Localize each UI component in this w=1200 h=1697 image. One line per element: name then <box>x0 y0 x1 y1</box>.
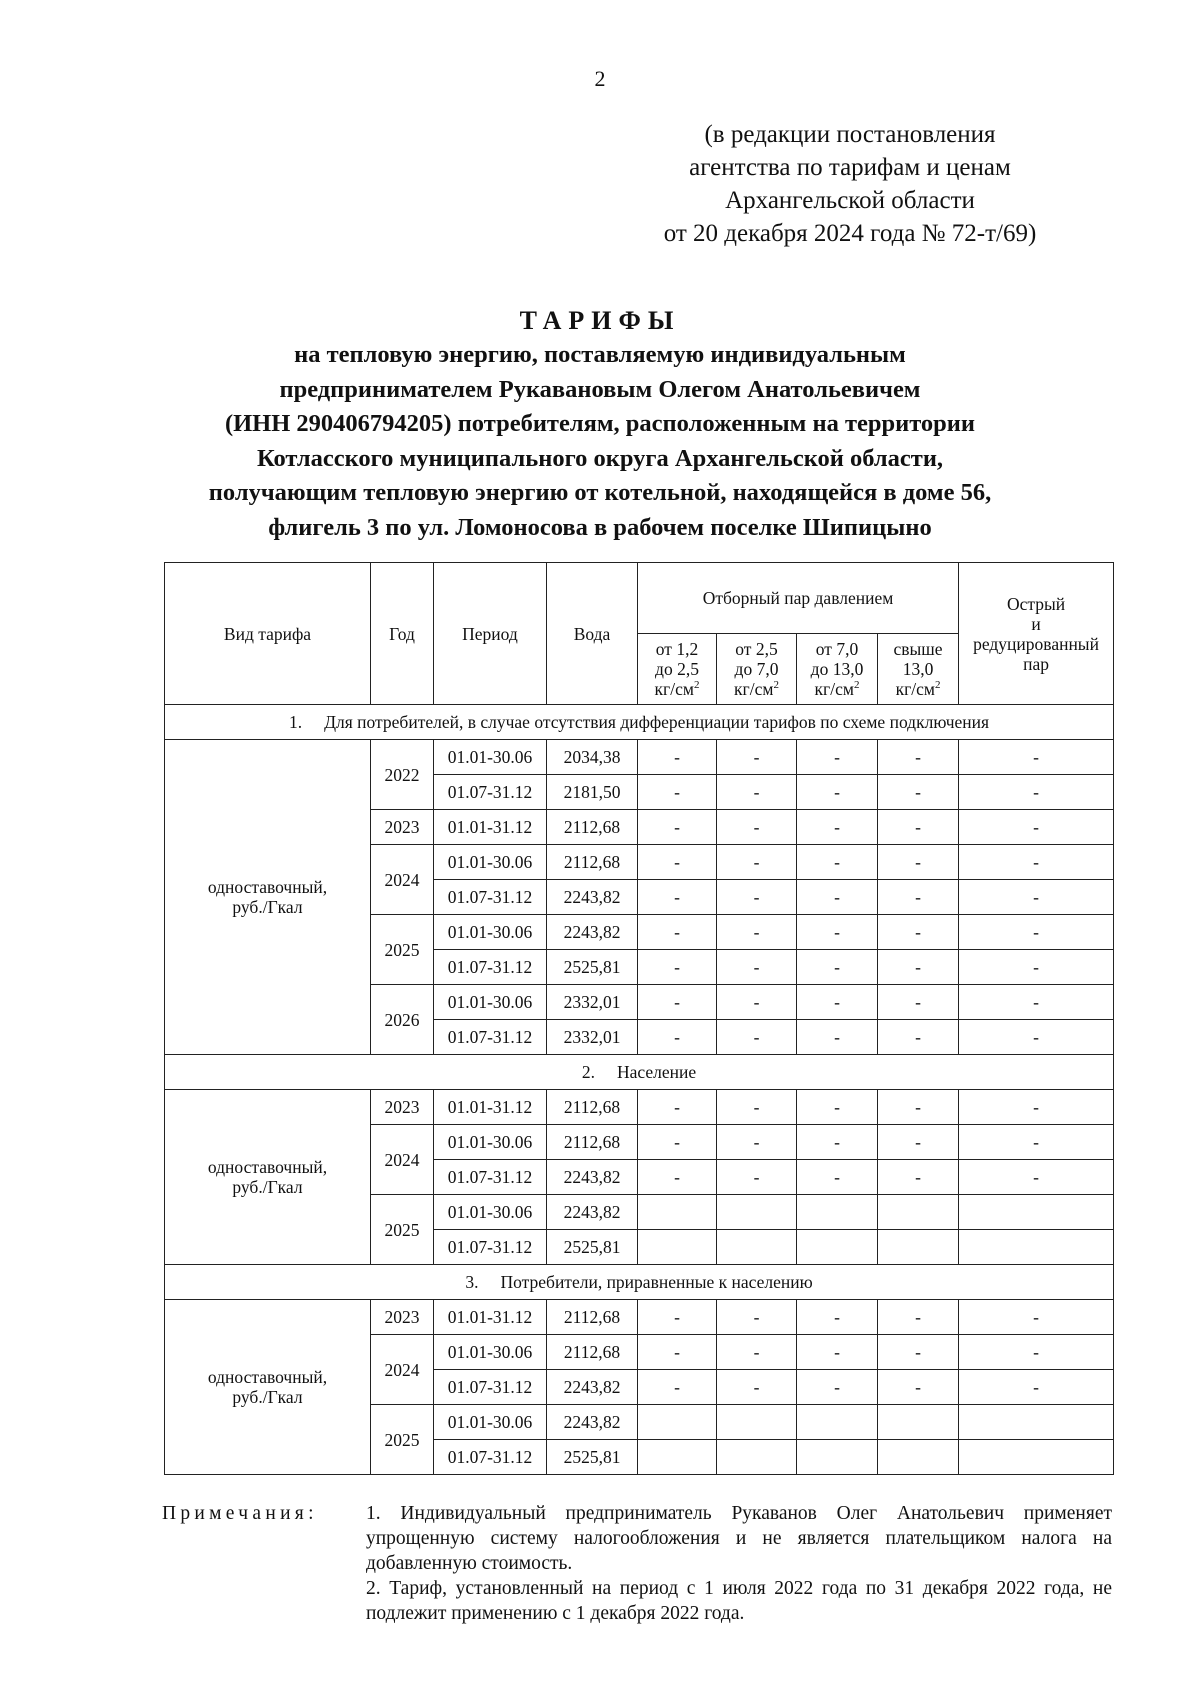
steam-value-cell: - <box>638 740 717 775</box>
section-header-row <box>165 705 1114 740</box>
steam-value-cell <box>638 1405 717 1440</box>
header-steam-col-sup: 2 <box>934 679 941 692</box>
tariffs-table-body <box>165 705 1114 1475</box>
water-cell: 2243,82 <box>547 1370 638 1405</box>
header-steam-col-unit: кг/см <box>734 679 774 699</box>
header-steam-col-line: до 13,0 <box>810 659 864 679</box>
steam-value-cell: - <box>797 1370 878 1405</box>
year-cell: 2024 <box>371 1335 434 1405</box>
steam-value-cell: - <box>959 880 1114 915</box>
steam-value-cell: - <box>959 740 1114 775</box>
water-cell: 2112,68 <box>547 1335 638 1370</box>
tariff-type-line: руб./Гкал <box>232 897 303 917</box>
title-line: получающим тепловую энергию от котельной, находящейся в доме 56, <box>208 479 992 506</box>
table-row <box>165 1090 1114 1125</box>
steam-value-cell: - <box>797 985 878 1020</box>
steam-value-cell: - <box>878 915 959 950</box>
steam-value-cell: - <box>638 1090 717 1125</box>
steam-value-cell <box>959 1195 1114 1230</box>
note-item: 2. Тариф, установленный на период с 1 июля 2022 года по 31 декабря 2022 года, не подлежит применению с 1 декабря 2022 года. <box>366 1578 1112 1624</box>
period-cell: 01.07-31.12 <box>434 1370 547 1405</box>
header-sharp-line: редуцированный <box>973 633 1099 654</box>
steam-value-cell: - <box>717 985 797 1020</box>
steam-value-cell: - <box>717 1090 797 1125</box>
steam-value-cell: - <box>717 740 797 775</box>
period-cell: 01.01-30.06 <box>434 985 547 1020</box>
steam-value-cell: - <box>878 1335 959 1370</box>
notes-body <box>366 1501 1112 1626</box>
steam-value-cell: - <box>797 1090 878 1125</box>
header-steam-col-unit: кг/см <box>654 679 694 699</box>
header-steam-col-sup: 2 <box>853 679 860 692</box>
title-line: предпринимателем Рукавановым Олегом Анатольевичем <box>279 375 921 403</box>
header-steam-col-unit: кг/см <box>814 679 854 699</box>
steam-value-cell: - <box>959 1300 1114 1335</box>
water-cell: 2332,01 <box>547 985 638 1020</box>
title-line: Котласского муниципального округа Архангельской области, <box>256 444 944 472</box>
steam-value-cell <box>959 1440 1114 1475</box>
tariff-type-line: одноставочный, <box>207 1367 328 1387</box>
steam-value-cell: - <box>959 1370 1114 1405</box>
steam-value-cell: - <box>638 810 717 845</box>
header-year: Год <box>371 563 434 705</box>
section-title: Население <box>617 1062 697 1082</box>
water-cell: 2243,82 <box>547 880 638 915</box>
steam-value-cell: - <box>797 1020 878 1055</box>
year-cell: 2023 <box>371 1090 434 1125</box>
tariff-type-cell <box>165 1300 371 1475</box>
header-sharp-line: пар <box>1023 653 1049 674</box>
section-header-row <box>165 1055 1114 1090</box>
header-steam-col-unit: кг/см <box>895 679 935 699</box>
water-cell: 2243,82 <box>547 1195 638 1230</box>
edition-note-line: агентства по тарифам и ценам <box>689 154 1011 181</box>
year-cell: 2025 <box>371 1405 434 1475</box>
water-cell: 2112,68 <box>547 1125 638 1160</box>
steam-value-cell <box>797 1195 878 1230</box>
steam-value-cell: - <box>878 810 959 845</box>
period-cell: 01.01-31.12 <box>434 1300 547 1335</box>
steam-value-cell: - <box>797 775 878 810</box>
section-header <box>165 1055 1114 1090</box>
period-cell: 01.07-31.12 <box>434 1160 547 1195</box>
steam-value-cell: - <box>959 1090 1114 1125</box>
steam-value-cell: - <box>717 950 797 985</box>
header-steam-col-line: до 2,5 <box>655 659 699 679</box>
edition-note-line: Архангельской области <box>725 187 975 214</box>
steam-value-cell <box>717 1440 797 1475</box>
water-cell: 2181,50 <box>547 775 638 810</box>
steam-value-cell: - <box>878 740 959 775</box>
steam-value-cell <box>878 1440 959 1475</box>
header-sharp-line: Острый <box>1006 593 1066 614</box>
title-main: ТАРИФЫ <box>519 306 681 335</box>
header-steam-col <box>878 634 959 705</box>
edition-note-line: от 20 декабря 2024 года № 72-т/69) <box>663 220 1037 247</box>
section-title: Потребители, приравненные к населению <box>500 1272 813 1292</box>
year-cell: 2025 <box>371 915 434 985</box>
header-steam-col <box>638 634 717 705</box>
steam-value-cell <box>638 1195 717 1230</box>
steam-value-cell: - <box>638 845 717 880</box>
steam-value-cell: - <box>959 1160 1114 1195</box>
steam-value-cell: - <box>797 1300 878 1335</box>
steam-value-cell: - <box>959 845 1114 880</box>
steam-value-cell: - <box>797 845 878 880</box>
tariffs-table <box>164 562 1114 1475</box>
header-steam-col-line: от 7,0 <box>815 639 859 659</box>
header-steam-col <box>717 634 797 705</box>
steam-value-cell <box>638 1230 717 1265</box>
water-cell: 2525,81 <box>547 1230 638 1265</box>
steam-value-cell: - <box>638 1300 717 1335</box>
title-line: на тепловую энергию, поставляемую индивидуальным <box>294 341 906 368</box>
steam-value-cell <box>878 1230 959 1265</box>
steam-value-cell: - <box>878 1125 959 1160</box>
steam-value-cell: - <box>797 950 878 985</box>
period-cell: 01.07-31.12 <box>434 950 547 985</box>
steam-value-cell: - <box>638 915 717 950</box>
steam-value-cell: - <box>717 810 797 845</box>
tariff-type-line: одноставочный, <box>207 877 328 897</box>
steam-value-cell: - <box>878 775 959 810</box>
steam-value-cell: - <box>638 1020 717 1055</box>
steam-value-cell: - <box>959 1020 1114 1055</box>
steam-value-cell: - <box>959 1335 1114 1370</box>
water-cell: 2332,01 <box>547 1020 638 1055</box>
steam-value-cell: - <box>638 1160 717 1195</box>
steam-value-cell: - <box>797 740 878 775</box>
steam-value-cell: - <box>959 775 1114 810</box>
steam-value-cell: - <box>878 985 959 1020</box>
steam-value-cell: - <box>959 985 1114 1020</box>
period-cell: 01.07-31.12 <box>434 775 547 810</box>
period-cell: 01.01-30.06 <box>434 915 547 950</box>
steam-value-cell: - <box>959 810 1114 845</box>
header-steam-col <box>797 634 878 705</box>
steam-value-cell: - <box>717 1300 797 1335</box>
steam-value-cell: - <box>717 1020 797 1055</box>
section-number: 2. <box>581 1062 595 1082</box>
steam-value-cell: - <box>717 1370 797 1405</box>
steam-value-cell <box>717 1195 797 1230</box>
steam-value-cell: - <box>797 915 878 950</box>
steam-value-cell: - <box>878 1300 959 1335</box>
steam-value-cell: - <box>797 1335 878 1370</box>
section-title: Для потребителей, в случае отсутствия дифференциации тарифов по схеме подключения <box>324 712 990 732</box>
period-cell: 01.01-30.06 <box>434 1335 547 1370</box>
steam-value-cell <box>878 1195 959 1230</box>
steam-value-cell: - <box>878 950 959 985</box>
steam-value-cell <box>878 1405 959 1440</box>
period-cell: 01.07-31.12 <box>434 1230 547 1265</box>
steam-value-cell: - <box>717 775 797 810</box>
header-water: Вода <box>547 563 638 705</box>
section-header <box>165 1265 1114 1300</box>
edition-note-line: (в редакции постановления <box>704 121 996 148</box>
page-number: 2 <box>594 66 606 91</box>
title-line: флигель 3 по ул. Ломоносова в рабочем поселке Шипицыно <box>268 513 932 541</box>
section-header <box>165 705 1114 740</box>
section-header-text <box>465 1272 812 1292</box>
period-cell: 01.01-31.12 <box>434 1090 547 1125</box>
table-row <box>165 1300 1114 1335</box>
steam-value-cell: - <box>638 985 717 1020</box>
steam-value-cell <box>638 1440 717 1475</box>
period-cell: 01.01-31.12 <box>434 810 547 845</box>
period-cell: 01.01-30.06 <box>434 845 547 880</box>
steam-value-cell: - <box>878 1020 959 1055</box>
steam-value-cell: - <box>717 1335 797 1370</box>
steam-value-cell: - <box>878 1370 959 1405</box>
steam-value-cell <box>717 1405 797 1440</box>
year-cell: 2026 <box>371 985 434 1055</box>
header-sharp-line: и <box>1031 613 1041 634</box>
steam-value-cell: - <box>717 880 797 915</box>
tariff-type-line: руб./Гкал <box>232 1387 303 1407</box>
steam-value-cell: - <box>638 950 717 985</box>
steam-value-cell: - <box>638 1370 717 1405</box>
document-title <box>100 304 1100 545</box>
header-steam-col-line: свыше <box>893 639 943 659</box>
title-line: (ИНН 290406794205) потребителям, расположенным на территории <box>224 410 976 437</box>
water-cell: 2525,81 <box>547 1440 638 1475</box>
period-cell: 01.07-31.12 <box>434 1440 547 1475</box>
steam-value-cell: - <box>878 1090 959 1125</box>
edition-note <box>600 118 1100 250</box>
water-cell: 2112,68 <box>547 845 638 880</box>
header-steam-col-sup: 2 <box>693 679 700 692</box>
steam-value-cell: - <box>878 845 959 880</box>
header-sharp-steam <box>959 563 1114 705</box>
steam-value-cell <box>797 1440 878 1475</box>
water-cell: 2112,68 <box>547 810 638 845</box>
section-header-text <box>582 1062 696 1082</box>
header-tariff-type: Вид тарифа <box>165 563 371 705</box>
period-cell: 01.07-31.12 <box>434 880 547 915</box>
period-cell: 01.01-30.06 <box>434 740 547 775</box>
steam-value-cell: - <box>717 1125 797 1160</box>
steam-value-cell <box>797 1230 878 1265</box>
note-item: 1. Индивидуальный предприниматель Рукаванов Олег Анатольевич применяет упрощенную систему налогообложения и не является плательщиком налога на добавленную стоимость. <box>366 1503 1112 1574</box>
steam-value-cell: - <box>638 880 717 915</box>
steam-value-cell: - <box>959 1125 1114 1160</box>
steam-value-cell <box>797 1405 878 1440</box>
steam-value-cell: - <box>638 1125 717 1160</box>
year-cell: 2022 <box>371 740 434 810</box>
year-cell: 2023 <box>371 1300 434 1335</box>
period-cell: 01.07-31.12 <box>434 1020 547 1055</box>
steam-value-cell: - <box>717 915 797 950</box>
water-cell: 2243,82 <box>547 915 638 950</box>
section-number: 3. <box>465 1272 479 1292</box>
tariff-type-line: одноставочный, <box>207 1157 328 1177</box>
steam-value-cell: - <box>878 1160 959 1195</box>
header-steam-col-line: до 7,0 <box>734 659 779 679</box>
year-cell: 2024 <box>371 1125 434 1195</box>
tariff-type-line: руб./Гкал <box>232 1177 303 1197</box>
water-cell: 2243,82 <box>547 1160 638 1195</box>
steam-value-cell <box>717 1230 797 1265</box>
steam-value-cell: - <box>959 915 1114 950</box>
table-row <box>165 740 1114 775</box>
steam-value-cell: - <box>717 1160 797 1195</box>
steam-value-cell: - <box>797 810 878 845</box>
tariff-type-cell <box>165 740 371 1055</box>
header-period: Период <box>434 563 547 705</box>
section-header-row <box>165 1265 1114 1300</box>
steam-value-cell: - <box>638 775 717 810</box>
steam-value-cell: - <box>959 950 1114 985</box>
section-number: 1. <box>288 712 303 732</box>
section-header-text <box>289 712 989 732</box>
tariff-type-cell <box>165 1090 371 1265</box>
period-cell: 01.01-30.06 <box>434 1125 547 1160</box>
water-cell: 2525,81 <box>547 950 638 985</box>
header-steam-col-line: от 1,2 <box>655 639 699 659</box>
header-steam-group: Отборный пар давлением <box>638 563 959 634</box>
steam-value-cell: - <box>797 1160 878 1195</box>
water-cell: 2034,38 <box>547 740 638 775</box>
steam-value-cell: - <box>638 1335 717 1370</box>
period-cell: 01.01-30.06 <box>434 1195 547 1230</box>
year-cell: 2023 <box>371 810 434 845</box>
water-cell: 2243,82 <box>547 1405 638 1440</box>
period-cell: 01.01-30.06 <box>434 1405 547 1440</box>
steam-value-cell: - <box>797 880 878 915</box>
year-cell: 2024 <box>371 845 434 915</box>
water-cell: 2112,68 <box>547 1090 638 1125</box>
header-steam-col-line: от 2,5 <box>735 639 778 659</box>
water-cell: 2112,68 <box>547 1300 638 1335</box>
steam-value-cell: - <box>878 880 959 915</box>
header-steam-col-sup: 2 <box>773 679 779 692</box>
year-cell: 2025 <box>371 1195 434 1265</box>
steam-value-cell <box>959 1405 1114 1440</box>
steam-value-cell <box>959 1230 1114 1265</box>
steam-value-cell: - <box>797 1125 878 1160</box>
notes-label: Примечания: <box>162 1503 318 1524</box>
steam-value-cell: - <box>717 845 797 880</box>
header-steam-col-line: 13,0 <box>902 659 934 679</box>
